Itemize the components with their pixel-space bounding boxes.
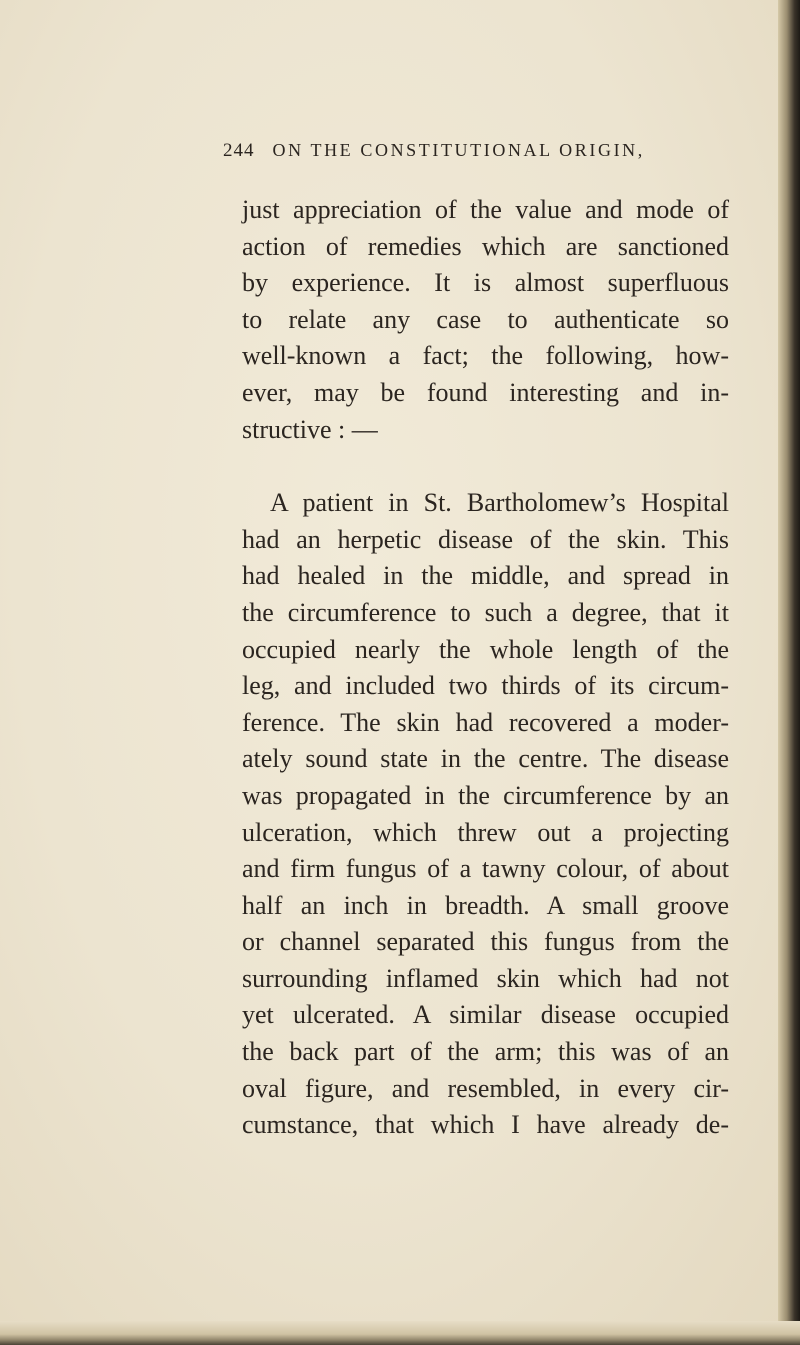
text-line: ately sound state in the centre. The disease: [242, 744, 729, 774]
text-line: structive : —: [242, 414, 378, 444]
text-line: action of remedies which are sanctioned: [242, 231, 729, 261]
running-head: [223, 140, 703, 170]
text-line: half an inch in breadth. A small groove: [242, 890, 729, 920]
running-title: ON THE CONSTITUTIONAL ORIGIN,: [272, 140, 645, 160]
page-bottom-edge: [0, 1321, 800, 1345]
text-line: had an herpetic disease of the skin. This: [242, 524, 729, 554]
text-line: was propagated in the circumference by an: [242, 780, 729, 810]
page-edge-shadow: [778, 0, 800, 1345]
text-line: by experience. It is almost superfluous: [242, 268, 729, 298]
text-line: cumstance, that which I have already de-: [242, 1110, 729, 1140]
text-line: occupied nearly the whole length of the: [242, 634, 729, 664]
text-line: leg, and included two thirds of its circum-: [242, 671, 729, 701]
body-text: [242, 192, 729, 1144]
text-line: yet ulcerated. A similar disease occupied: [242, 1000, 729, 1030]
text-line: and firm fungus of a tawny colour, of about: [242, 854, 729, 884]
text-line: the back part of the arm; this was of an: [242, 1037, 729, 1067]
text-line: to relate any case to authenticate so: [242, 304, 729, 334]
text-line: A patient in St. Bartholomew’s Hospital: [270, 488, 729, 518]
text-line: or channel separated this fungus from the: [242, 927, 729, 957]
text-line: just appreciation of the value and mode of: [242, 195, 729, 224]
text-line: ference. The skin had recovered a moder-: [242, 707, 729, 737]
paragraph: [242, 192, 729, 448]
text-line: ever, may be found interesting and in-: [242, 377, 729, 407]
text-line: well-known a fact; the following, how-: [242, 341, 729, 371]
page-number: 244: [223, 140, 255, 161]
text-line: had healed in the middle, and spread in: [242, 561, 729, 591]
paragraph: [242, 485, 729, 1144]
text-line: the circumference to such a degree, that it: [242, 597, 729, 627]
text-line: oval figure, and resembled, in every cir-: [242, 1073, 729, 1103]
text-line: surrounding inflamed skin which had not: [242, 963, 729, 993]
text-line: ulceration, which threw out a projecting: [242, 817, 729, 847]
